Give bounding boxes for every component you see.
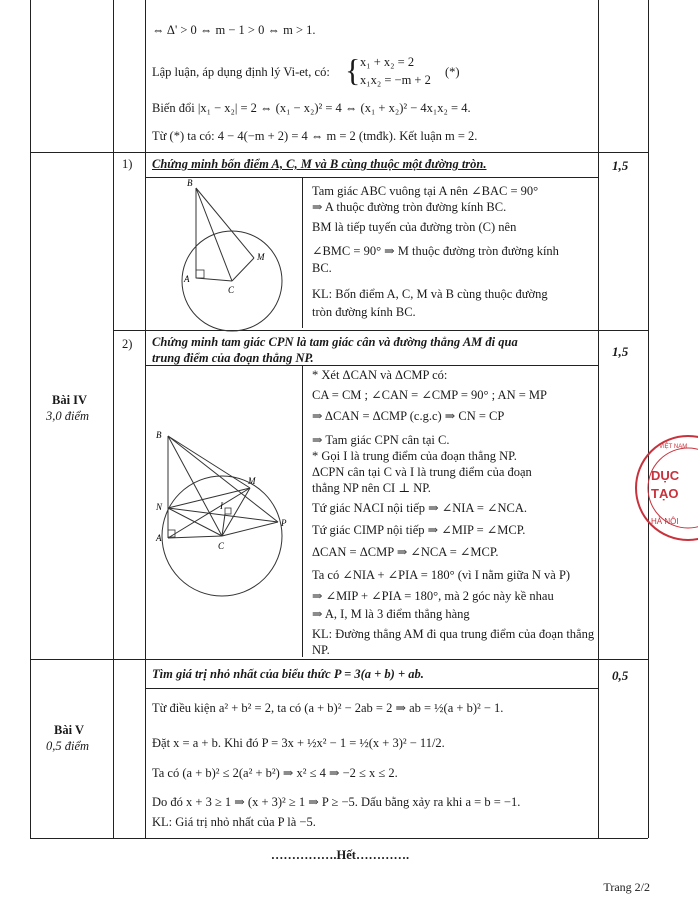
stamp-text-3: VIỆT NAM xyxy=(659,444,688,450)
bai5-line-1: Đặt x = a + b. Khi đó P = 3x + ½x² − 1 = ½(x + 3)² − 11/2. xyxy=(152,736,445,750)
bai5-label: Bài V xyxy=(54,723,84,737)
seg-AM xyxy=(168,488,250,538)
stamp-text-2: TẠO xyxy=(651,486,679,501)
label-B: B xyxy=(156,430,162,440)
p1-line-3: ∠BMC = 90° ⇒ M thuộc đường tròn đường kính xyxy=(312,244,559,258)
seg-BC xyxy=(196,188,232,281)
p1-line-4: BC. xyxy=(312,261,332,275)
p2-line-7: Tứ giác NACI nội tiếp ⇒ ∠NIA = ∠NCA. xyxy=(312,501,528,515)
p2-line-3: ⇒ Tam giác CPN cân tại C. xyxy=(312,433,450,447)
seg-AC xyxy=(168,536,222,538)
p2-line-5: ΔCPN cân tại C và I là trung điểm của đoạn xyxy=(312,465,532,479)
page-number: Trang 2/2 xyxy=(603,880,650,894)
p2-line-8: Tứ giác CIMP nội tiếp ⇒ ∠MIP = ∠MCP. xyxy=(312,523,526,537)
seg-NM xyxy=(168,488,250,508)
figure-part2 xyxy=(150,366,300,658)
top-line-2b2: x₁x₂ = −m + 2 xyxy=(360,73,431,87)
bai5-line-3: Do đó x + 3 ≥ 1 ⇒ (x + 3)² ≥ 1 ⇒ P ≥ −5. Dấu bằng xảy ra khi a = b = −1. xyxy=(152,795,521,809)
bai5-line-4: KL: Giá trị nhỏ nhất của P là −5. xyxy=(152,815,316,829)
bai4-points: 3,0 điểm xyxy=(46,409,90,423)
label-I: I xyxy=(220,501,223,511)
row-subline xyxy=(146,688,598,689)
p2-line-2: ⇒ ΔCAN = ΔCMP (c.g.c) ⇒ CN = CP xyxy=(312,409,505,423)
p2-line-6: thẳng NP nên CI ⊥ NP. xyxy=(312,481,431,495)
seg-CP xyxy=(222,522,278,536)
bai5-score: 0,5 xyxy=(612,668,629,683)
seg-NP xyxy=(168,508,278,522)
bai5-line-0: Từ điều kiện a² + b² = 2, ta có (a + b)² − 2ab = 2 ⇒ ab = ½(a + b)² − 1. xyxy=(152,701,504,715)
seg-BM xyxy=(196,188,254,258)
p2-line-4: * Gọi I là trung điểm của đoạn thẳng NP. xyxy=(312,449,517,463)
fig-divider xyxy=(302,366,303,657)
p1-line-5: KL: Bốn điểm A, C, M và B cùng thuộc đường xyxy=(312,287,548,301)
brace: { xyxy=(345,52,361,88)
p2-line-1: CA = CM ; ∠CAN = ∠CMP = 90° ; AN = MP xyxy=(312,388,547,402)
p1-line-2: BM là tiếp tuyến của đường tròn (C) nên xyxy=(312,220,517,234)
col-divider-1 xyxy=(113,0,114,838)
bai5-points: 0,5 điểm xyxy=(46,739,90,753)
p2-num: 2) xyxy=(122,337,133,351)
top-line-2a: Lập luận, áp dụng định lý Vi-et, có: xyxy=(152,65,330,79)
label-A: A xyxy=(184,274,190,284)
fig-divider xyxy=(302,178,303,328)
col-divider-2 xyxy=(145,0,146,838)
col-divider-3 xyxy=(598,0,599,838)
top-line-2c: (*) xyxy=(445,65,460,79)
top-line-1: ⇔ Δ' > 0 ⇔ m − 1 > 0 ⇔ m > 1. xyxy=(152,23,316,37)
seg-AC xyxy=(196,278,232,281)
seg-BM xyxy=(168,436,250,488)
label-P: P xyxy=(281,518,287,528)
row-line xyxy=(30,152,648,153)
row-line xyxy=(30,838,648,839)
right-angle-A xyxy=(196,270,204,278)
p2-score: 1,5 xyxy=(612,344,629,359)
p2-line-0: * Xét ΔCAN và ΔCMP có: xyxy=(312,368,448,382)
stamp-text-1: DỤC xyxy=(651,468,680,483)
row-line xyxy=(30,659,648,660)
p2-title-1: Chứng minh tam giác CPN là tam giác cân và đường thẳng AM đi qua xyxy=(152,335,518,349)
footer-end-mark: …………….Hết…………. xyxy=(270,848,410,862)
label-B: B xyxy=(187,178,193,188)
official-stamp xyxy=(628,428,698,548)
p1-line-1: ⇒ A thuộc đường tròn đường kính BC. xyxy=(312,200,507,214)
seg-CM xyxy=(222,488,250,536)
top-line-4: Từ (*) ta có: 4 − 4(−m + 2) = 4 ⇔ m = 2 (tmđk). Kết luận m = 2. xyxy=(152,129,478,143)
p2-line-12: ⇒ A, I, M là 3 điểm thẳng hàng xyxy=(312,607,470,621)
top-line-3: Biến đổi |x₁ − x₂| = 2 ⇔ (x₁ − x₂)² = 4 ⇔ (x₁ + x₂)² − 4x₁x₂ = 4. xyxy=(152,101,471,115)
p1-line-6: tròn đường kính BC. xyxy=(312,305,416,319)
p2-line-13: KL: Đường thẳng AM đi qua trung điểm của đoạn thẳng xyxy=(312,627,595,641)
p2-title-2: trung điểm của đoạn thẳng NP. xyxy=(152,351,314,365)
bai5-title: Tìm giá trị nhỏ nhất của biểu thức P = 3(a + b) + ab. xyxy=(152,667,424,681)
seg-BP xyxy=(168,436,278,522)
label-A: A xyxy=(156,533,162,543)
stamp-text-4: HÀ NỘI xyxy=(651,517,679,526)
seg-CM xyxy=(232,258,254,281)
table-border-left xyxy=(30,0,31,838)
p1-line-0: Tam giác ABC vuông tại A nên ∠BAC = 90° xyxy=(312,184,539,198)
p2-line-11: ⇒ ∠MIP + ∠PIA = 180°, mà 2 góc này kề nhau xyxy=(312,589,554,603)
table-border-right xyxy=(648,0,649,838)
bai4-label: Bài IV xyxy=(52,393,88,407)
p2-line-14: NP. xyxy=(312,643,330,657)
p2-line-9: ΔCAN = ΔCMP ⇒ ∠NCA = ∠MCP. xyxy=(312,545,499,559)
label-C: C xyxy=(218,541,225,551)
label-C: C xyxy=(228,285,235,295)
p2-line-10: Ta có ∠NIA + ∠PIA = 180° (vì I nằm giữa N và P) xyxy=(312,568,571,582)
p1-num: 1) xyxy=(122,157,133,171)
bai5-line-2: Ta có (a + b)² ≤ 2(a² + b²) ⇒ x² ≤ 4 ⇒ −2 ≤ x ≤ 2. xyxy=(152,766,398,780)
label-M: M xyxy=(248,476,256,486)
label-N: N xyxy=(156,502,163,512)
top-line-2b1: x₁ + x₂ = 2 xyxy=(360,55,415,69)
row-line xyxy=(113,330,648,331)
p1-title: Chứng minh bốn điểm A, C, M và B cùng thuộc một đường tròn. xyxy=(152,157,487,171)
right-angle-I xyxy=(225,508,231,514)
figure-part1 xyxy=(150,178,300,328)
label-M: M xyxy=(257,252,265,262)
p1-score: 1,5 xyxy=(612,158,629,173)
